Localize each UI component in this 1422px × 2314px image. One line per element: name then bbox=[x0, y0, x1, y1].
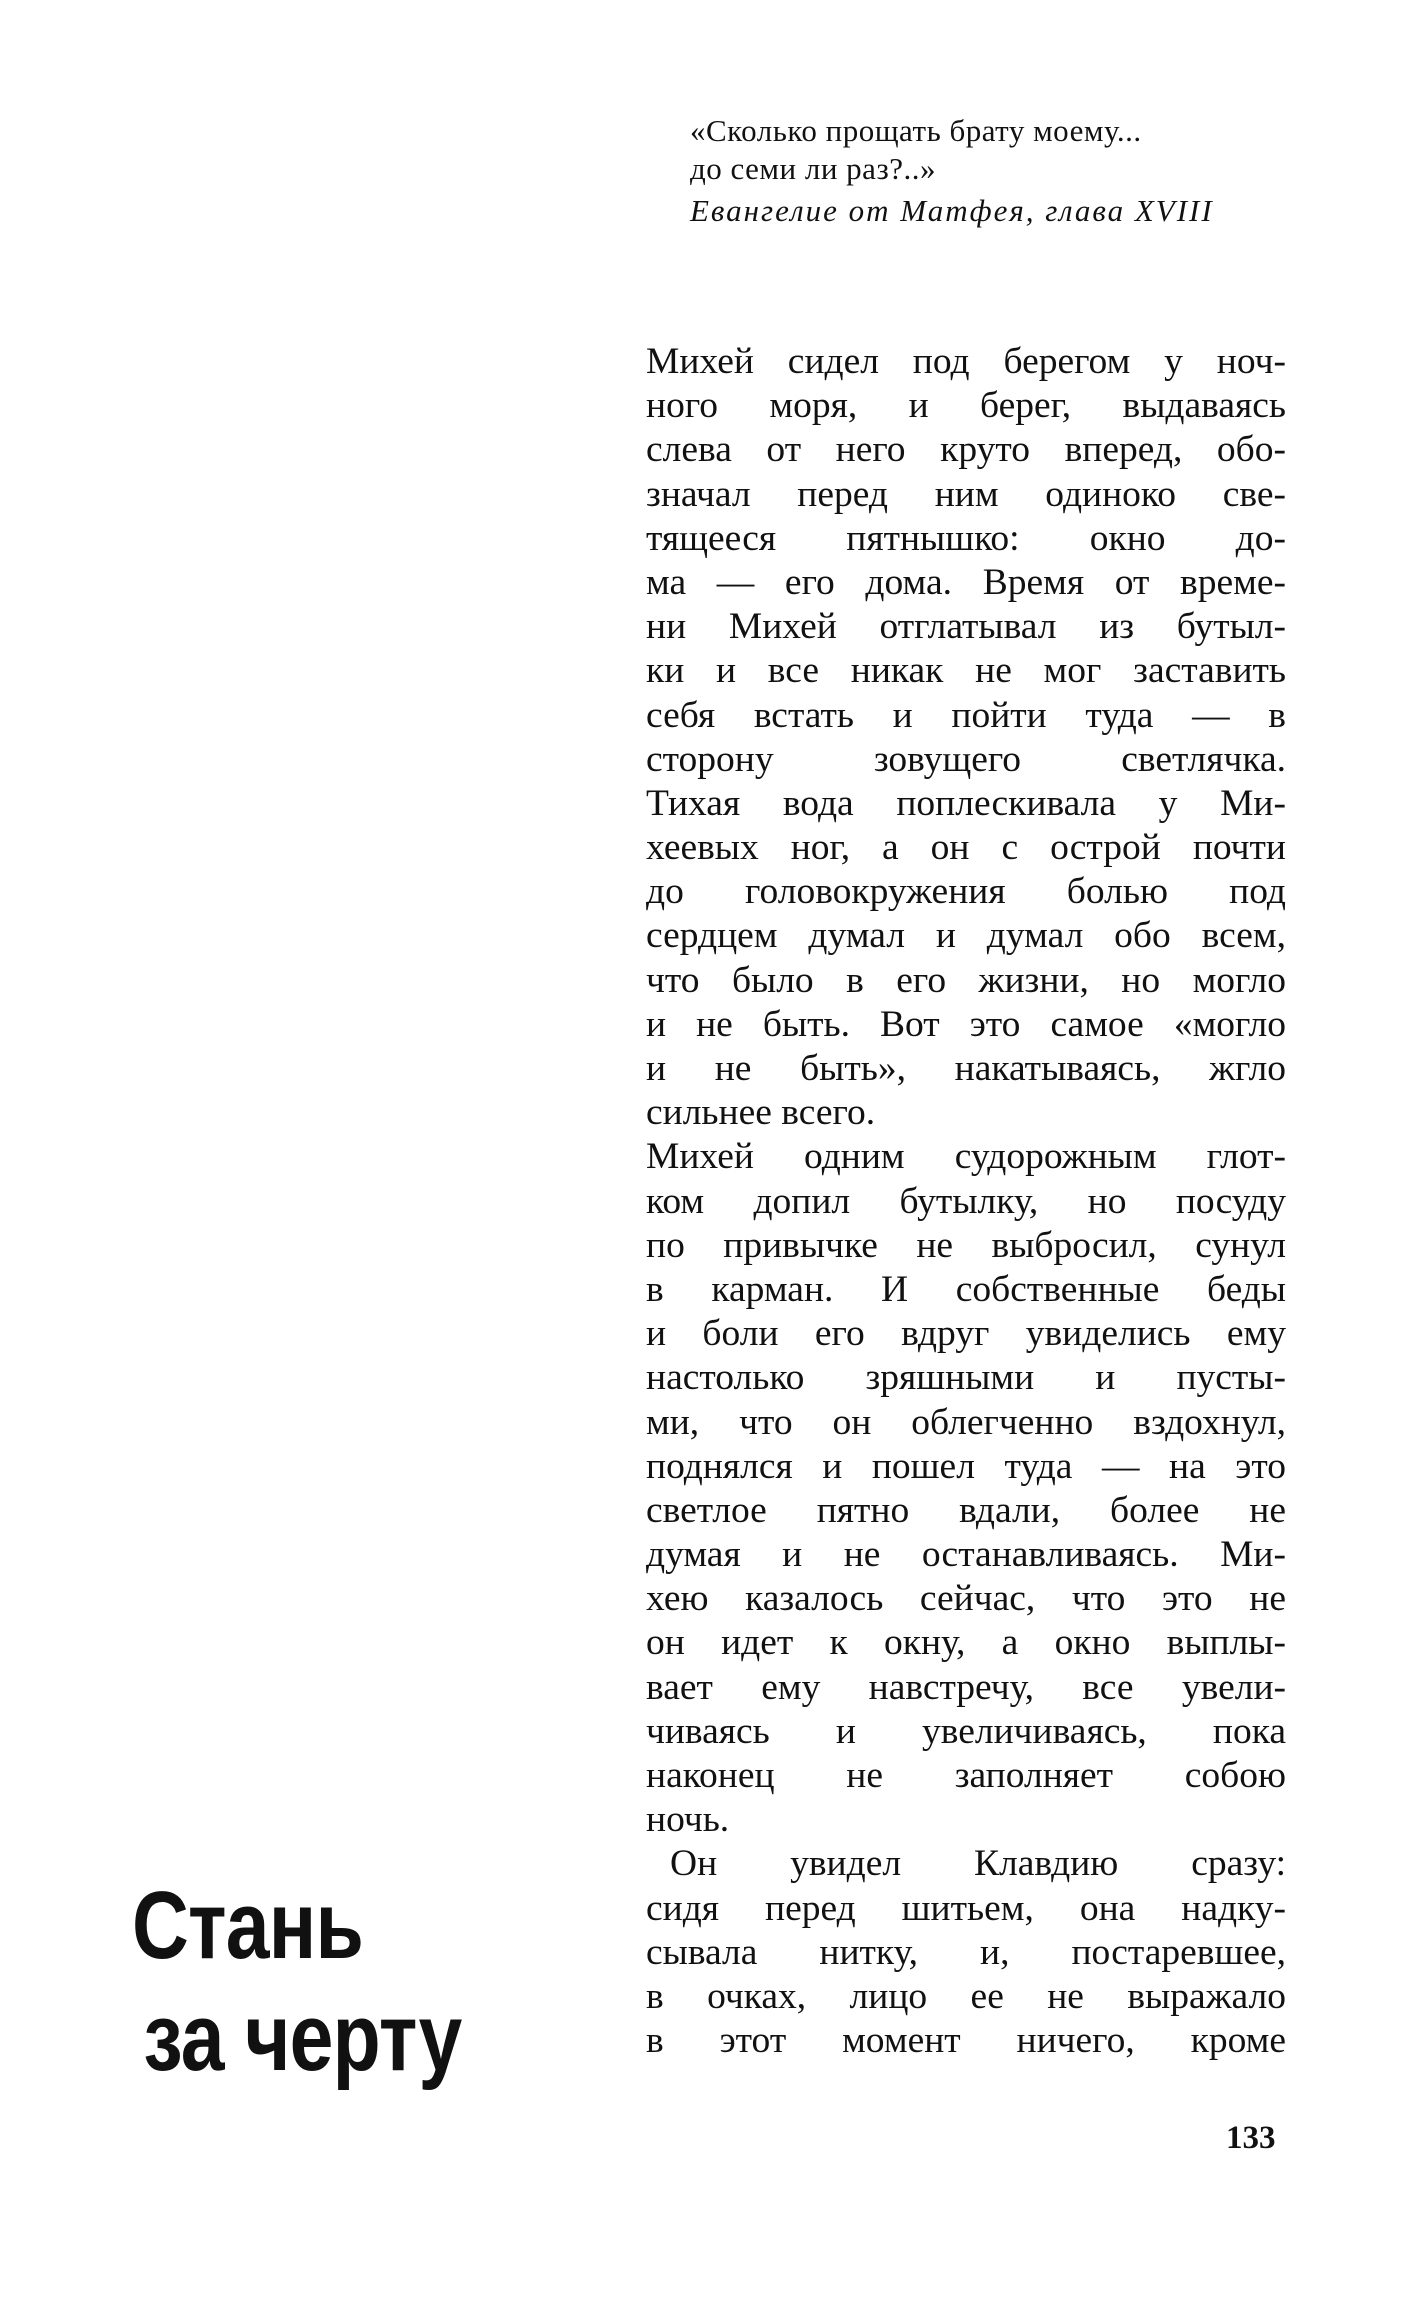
body-text bbox=[646, 340, 1286, 2063]
text-line: вает ему навстречу, все увели- bbox=[646, 1666, 1286, 1708]
text-line: хею казалось сейчас, что это не bbox=[646, 1578, 1286, 1620]
text-line: и боли его вдруг увиделись ему bbox=[646, 1313, 1286, 1355]
text-line: настолько зряшными и пусты- bbox=[646, 1357, 1286, 1399]
chapter-title-line: Стань bbox=[132, 1872, 364, 1979]
text-line: ком допил бутылку, но посуду bbox=[646, 1180, 1286, 1222]
epigraph-quote-line: до семи ли раз?..» bbox=[690, 151, 936, 186]
text-line: он идет к окну, а окно выплы- bbox=[646, 1622, 1286, 1664]
text-line: ми, что он облегченно вздохнул, bbox=[646, 1401, 1286, 1443]
text-line: ки и все никак не мог заставить bbox=[646, 650, 1286, 692]
text-line: значал перед ним одиноко све- bbox=[646, 473, 1286, 515]
epigraph-source: Евангелие от Матфея, глава XVIII bbox=[690, 193, 1214, 228]
text-line: сидя перед шитьем, она надку- bbox=[646, 1887, 1286, 1929]
text-line: ни Михей отглатывал из бутыл- bbox=[646, 606, 1286, 648]
text-line: сильнее всего. bbox=[646, 1092, 876, 1134]
text-line: тящееся пятнышко: окно до- bbox=[646, 517, 1286, 559]
text-line: и не быть. Вот это самое «могло bbox=[646, 1003, 1286, 1045]
text-line: чиваясь и увеличиваясь, пока bbox=[646, 1710, 1286, 1752]
text-line: и не быть», накатываясь, жгло bbox=[646, 1048, 1286, 1089]
text-line: наконец не заполняет собою bbox=[646, 1755, 1286, 1796]
text-line: ного моря, и берег, выдаваясь bbox=[646, 385, 1286, 427]
text-line: по привычке не выбросил, сунул bbox=[646, 1224, 1286, 1266]
text-line: в карман. И собственные беды bbox=[646, 1268, 1286, 1310]
chapter-title-line: за черту bbox=[143, 1984, 462, 2091]
epigraph bbox=[690, 112, 1330, 230]
text-line: до головокружения болью под bbox=[646, 871, 1286, 913]
text-line: сывала нитку, и, постаревшее, bbox=[646, 1931, 1286, 1973]
text-line: Михей сидел под берегом у ноч- bbox=[646, 341, 1286, 382]
page-number: 133 bbox=[1226, 2120, 1276, 2156]
text-line: поднялся и пошел туда — на это bbox=[646, 1445, 1286, 1487]
epigraph-quote-line: «Сколько прощать брату моему... bbox=[690, 113, 1142, 148]
text-line: сторону зовущего светлячка. bbox=[646, 738, 1286, 780]
text-line: светлое пятно вдали, более не bbox=[646, 1489, 1286, 1531]
text-line: что было в его жизни, но могло bbox=[646, 959, 1286, 1001]
text-line: слева от него круто вперед, обо- bbox=[646, 429, 1286, 471]
text-line: себя встать и пойти туда — в bbox=[646, 694, 1286, 736]
text-line: в очках, лицо ее не выражало bbox=[646, 1975, 1286, 2017]
text-line: хеевых ног, а он с острой почти bbox=[646, 827, 1286, 869]
text-line: ма — его дома. Время от време- bbox=[646, 561, 1286, 603]
text-line: ночь. bbox=[646, 1799, 730, 1841]
text-line: Тихая вода поплескивала у Ми- bbox=[646, 782, 1286, 824]
text-line: думая и не останавливаясь. Ми- bbox=[646, 1534, 1286, 1576]
text-line: Михей одним судорожным глот- bbox=[646, 1136, 1286, 1178]
chapter-title bbox=[132, 1870, 476, 2094]
text-line: Он увидел Клавдию сразу: bbox=[670, 1843, 1286, 1885]
text-line: сердцем думал и думал обо всем, bbox=[646, 915, 1286, 957]
text-line: в этот момент ничего, кроме bbox=[646, 2020, 1286, 2062]
